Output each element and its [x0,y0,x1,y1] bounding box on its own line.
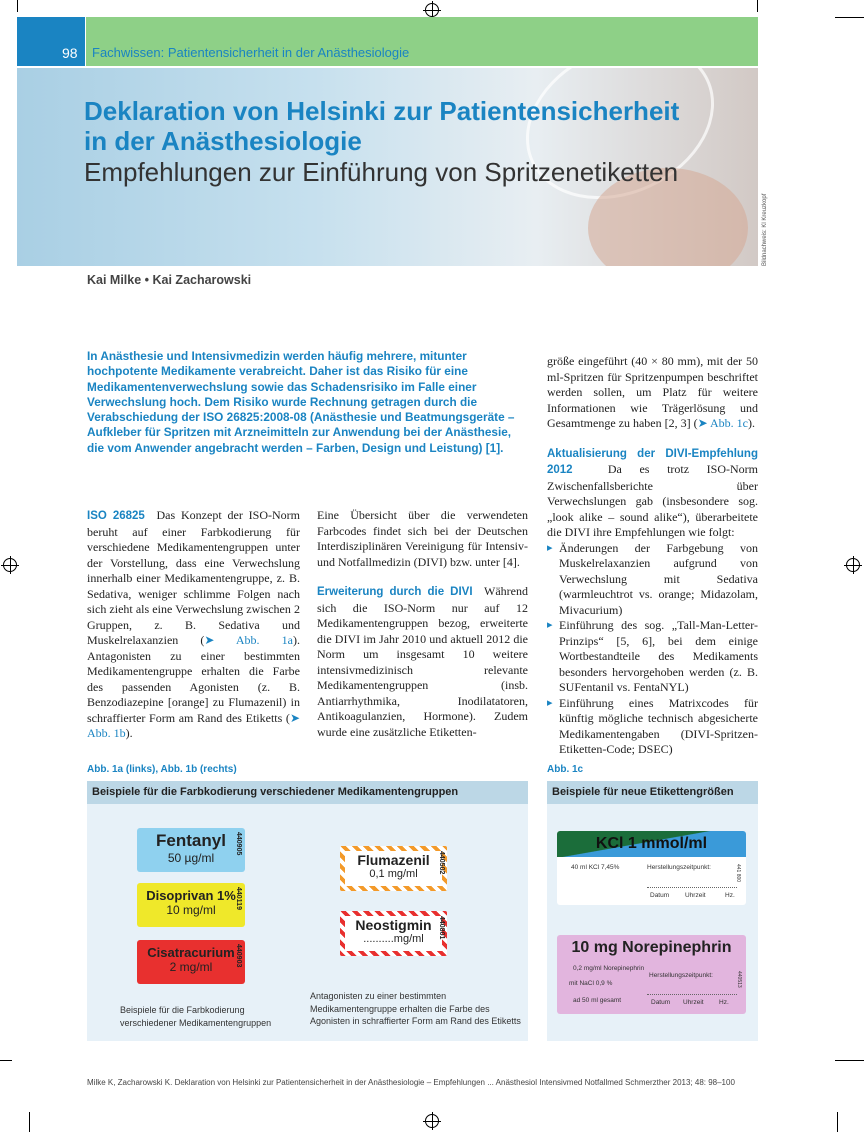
figure-label-1ab: Abb. 1a (links), Abb. 1b (rechts) [87,764,237,775]
figure-1ab-header [87,781,528,804]
syringe-label-kcl [557,831,746,905]
registration-mark-icon [425,3,439,17]
drug-code: 440905 [235,832,242,856]
section-heading-iso: ISO 26825 [87,510,145,522]
page-number: 98 [62,45,78,61]
initials-field: Hz. [719,999,729,1006]
crop-mark [757,0,758,12]
crop-mark [29,1112,30,1132]
drug-name: Disoprivan 1% [146,888,236,903]
section-header [86,17,758,66]
drug-name: 10 mg Norepinephrin [571,939,732,956]
drug-code: 441 800 [735,864,741,883]
drug-name: Neostigmin [355,917,432,933]
figure-1c-header [547,781,758,804]
body-text: ). Antagonisten zu einer bestimmten Medikamentengruppe erhalten die Farbe des passenden Agonisten (z. B. Benzodiazepine [orange] zu Flumazenil) in schraffierter Form am Rand des Etiketts ( [87,633,300,725]
body-text: ). [125,726,133,740]
drug-concentration: 40 ml KCl 7,45% [571,864,620,871]
section-title: Fachwissen: Patientensicherheit in der Anästhesiologie [92,45,410,60]
syringe-label-neostigmin [340,911,447,956]
body-text: Das Konzept der ISO-Norm beruht auf einer Farbkodierung für verschiedene Medikamentengruppen unter der Vorstellung, dass eine Verwechslung innerhalb einer Medikamentengruppe, z. B. Sedativa, weniger schlimme Folgen nach sich zieht als eine Verwechslung zwischen 2 Gruppen, z. B. Sedativa und Muskelrelaxanzien ( [87,508,301,647]
figure-ref-1a[interactable]: ➤ Abb. 1a [204,633,293,647]
figure-label-1c: Abb. 1c [547,764,584,775]
bullet-item: ▸ Änderungen der Farbgebung von Muskelrelaxanzien aufgrund von Verwechslung mit Sedativa (warmleuchtrot vs. orange; Midazolam, Mivacurium) [547,541,758,619]
crop-mark [837,1112,838,1132]
authors: Kai Milke • Kai Zacharowski [87,273,252,287]
figure-ref-1b[interactable]: ➤ Abb. 1b [87,710,300,740]
drug-concentration: 0,2 mg/ml Norepinephrin [573,965,645,972]
page-number-box [17,17,85,66]
drug-dose: 50 µg/ml [167,851,215,865]
drug-dose: ..........mg/ml [363,933,424,945]
syringe-label-flumazenil [340,846,447,891]
label-inner [345,851,442,886]
body-text: Da es trotz ISO-Norm Zwischenfallsberichte über Verwechslungen gab (insbesondere sog. „look alike – sound alike“), überarbeitete die DIVI ihre Empfehlungen wie folgt: [547,462,759,539]
figure-1a-caption: Beispiele für die Farbkodierung verschiedener Medikamentengruppen [120,1005,272,1028]
syringe-label-fentanyl [137,828,245,872]
preparation-time-label: Herstellungszeitpunkt: [647,864,711,871]
crop-mark [0,1060,12,1061]
crop-mark [17,0,18,12]
registration-mark-icon [3,558,17,572]
initials-field: Hz. [725,892,735,899]
figure-ref-label: Abb. 1a [235,633,293,647]
drug-code: 440119 [235,887,242,910]
abstract: In Anästhesie und Intensivmedizin werden häufig mehrere, mitunter hochpotente Medikamente verabreicht. Daher ist das Risiko für eine Medikamentenverwechslung sowie das Schadensrisiko im Falle einer Verwechslung hoch. Dem Risiko wurde Rechnung getragen durch die Verabschiedung der ISO 26825:2008-08 (Anästhesie und Beatmungsgeräte – Aufkleber für Spritzen mit Arzneimitteln zur Anwendung bei der Anästhesie, die vom Anwender angebracht werden – Farben, Design und Leistung) [1]. [87,349,515,455]
syringe-label-disoprivan [137,883,245,927]
drug-code: 440903 [235,944,242,968]
drug-dose: 0,1 mg/ml [369,868,418,880]
column-2 [317,508,528,740]
drug-dose: 10 mg/ml [166,903,216,917]
crop-mark [835,17,864,18]
body-text: ). [748,416,756,430]
time-field: Uhrzeit [685,892,706,899]
total-volume: ad 50 ml gesamt [573,997,622,1004]
crop-mark [835,1060,864,1061]
figure-ref-label: Abb. 1c [710,416,749,430]
citation-footer: Milke K, Zacharowski K. Deklaration von Helsinki zur Patientensicherheit in der Anästhesiologie – Empfehlungen ... Anästhesiol Intensivmed Notfallmed Schmerzther 2013; 48: 98–100 [87,1078,735,1087]
figure-title: Beispiele für neue Etikettengrößen [552,786,734,798]
registration-mark-icon [846,558,860,572]
figure-ref-label: Abb. 1b [87,726,126,740]
label-inner [345,916,442,951]
syringe-label-cisatracurium [137,940,245,984]
bullet-item: ▸ Einführung des sog. „Tall-Man-Letter-Prinzips“ [5, 6], bei dem einige Wortbestandteile des Medikaments besonders hervorgehoben werden (z. B. SUFentanil vs. FentaNYL) [547,618,758,696]
syringe-label-norepinephrin [557,935,746,1014]
body-text: Während sich die ISO-Norm nur auf 12 Medikamentengruppen bezog, erweiterte die DIVI im Jahr 2010 und aktuell 2012 die Norm um insgesamt 10 weitere intensivmedizinisch relevante Medikamentengruppen (insb. Antiarrhythmika, Inodilatatoren, Antikoagulanzien, Hormone). Zudem wurde eine zusätzliche Etiketten- [317,584,528,739]
drug-name: Fentanyl [156,831,226,850]
body-text: Eine Übersicht über die verwendeten Farbcodes findet sich bei der Deutschen Interdisziplinären Vereinigung für Intensiv- und Notfallmedizin (DIVI) bzw. unter [4]. [317,508,528,569]
drug-name: Flumazenil [357,852,430,868]
drug-code: 440801 [438,916,445,940]
carrier-solution: mit NaCl 0,9 % [569,980,613,987]
drug-name: KCl 1 mmol/ml [595,835,708,852]
figure-title: Beispiele für die Farbkodierung verschiedener Medikamentengruppen [92,786,459,798]
column-3 [547,354,758,758]
drug-code: 440513 [736,971,742,988]
registration-mark-icon [425,1114,439,1128]
figure-1b-caption: Antagonisten zu einer bestimmten Medikamentengruppe erhalten die Farbe des Agonisten in schraffierter Form am Rand des Etiketts [310,991,521,1026]
signature-line [647,887,737,889]
photo-credit: Bildnachweis: Kl Kreuzkopf [762,193,768,266]
body-text: größe eingeführt (40 × 80 mm), mit der 50 ml-Spritzen für Spritzenpumpen beschriftet werden sollen, um Platz für weitere Informationen wie Trägerlösung und Gesamtmenge zu haben [2, 3] ( [547,354,758,430]
article-subtitle: Empfehlungen zur Einführung von Spritzenetiketten [84,157,679,187]
figure-ref-1c[interactable]: ➤ Abb. 1c [697,416,749,430]
time-field: Uhrzeit [683,999,704,1006]
drug-code: 440502 [438,851,445,875]
column-1 [87,508,300,742]
drug-name: Cisatracurium [147,945,235,960]
article-title: Deklaration von Helsinki zur Patientensicherheit in der Anästhesiologie [84,96,680,156]
signature-line [647,994,737,996]
bullet-item: ▸ Einführung eines Matrixcodes für künftig mögliche technisch abgesicherte Medikamentengaben (DIVI-Spritzen-Etiketten-Code; DSEC) [547,696,758,758]
date-field: Datum [651,999,671,1006]
section-heading-update: Aktualisierung der DIVI-Empfehlung 2012 [547,447,758,476]
preparation-time-label: Herstellungszeitpunkt: [649,972,713,979]
drug-dose: 2 mg/ml [169,960,213,974]
date-field: Datum [650,892,670,899]
section-heading-divi: Erweiterung durch die DIVI [317,586,473,598]
